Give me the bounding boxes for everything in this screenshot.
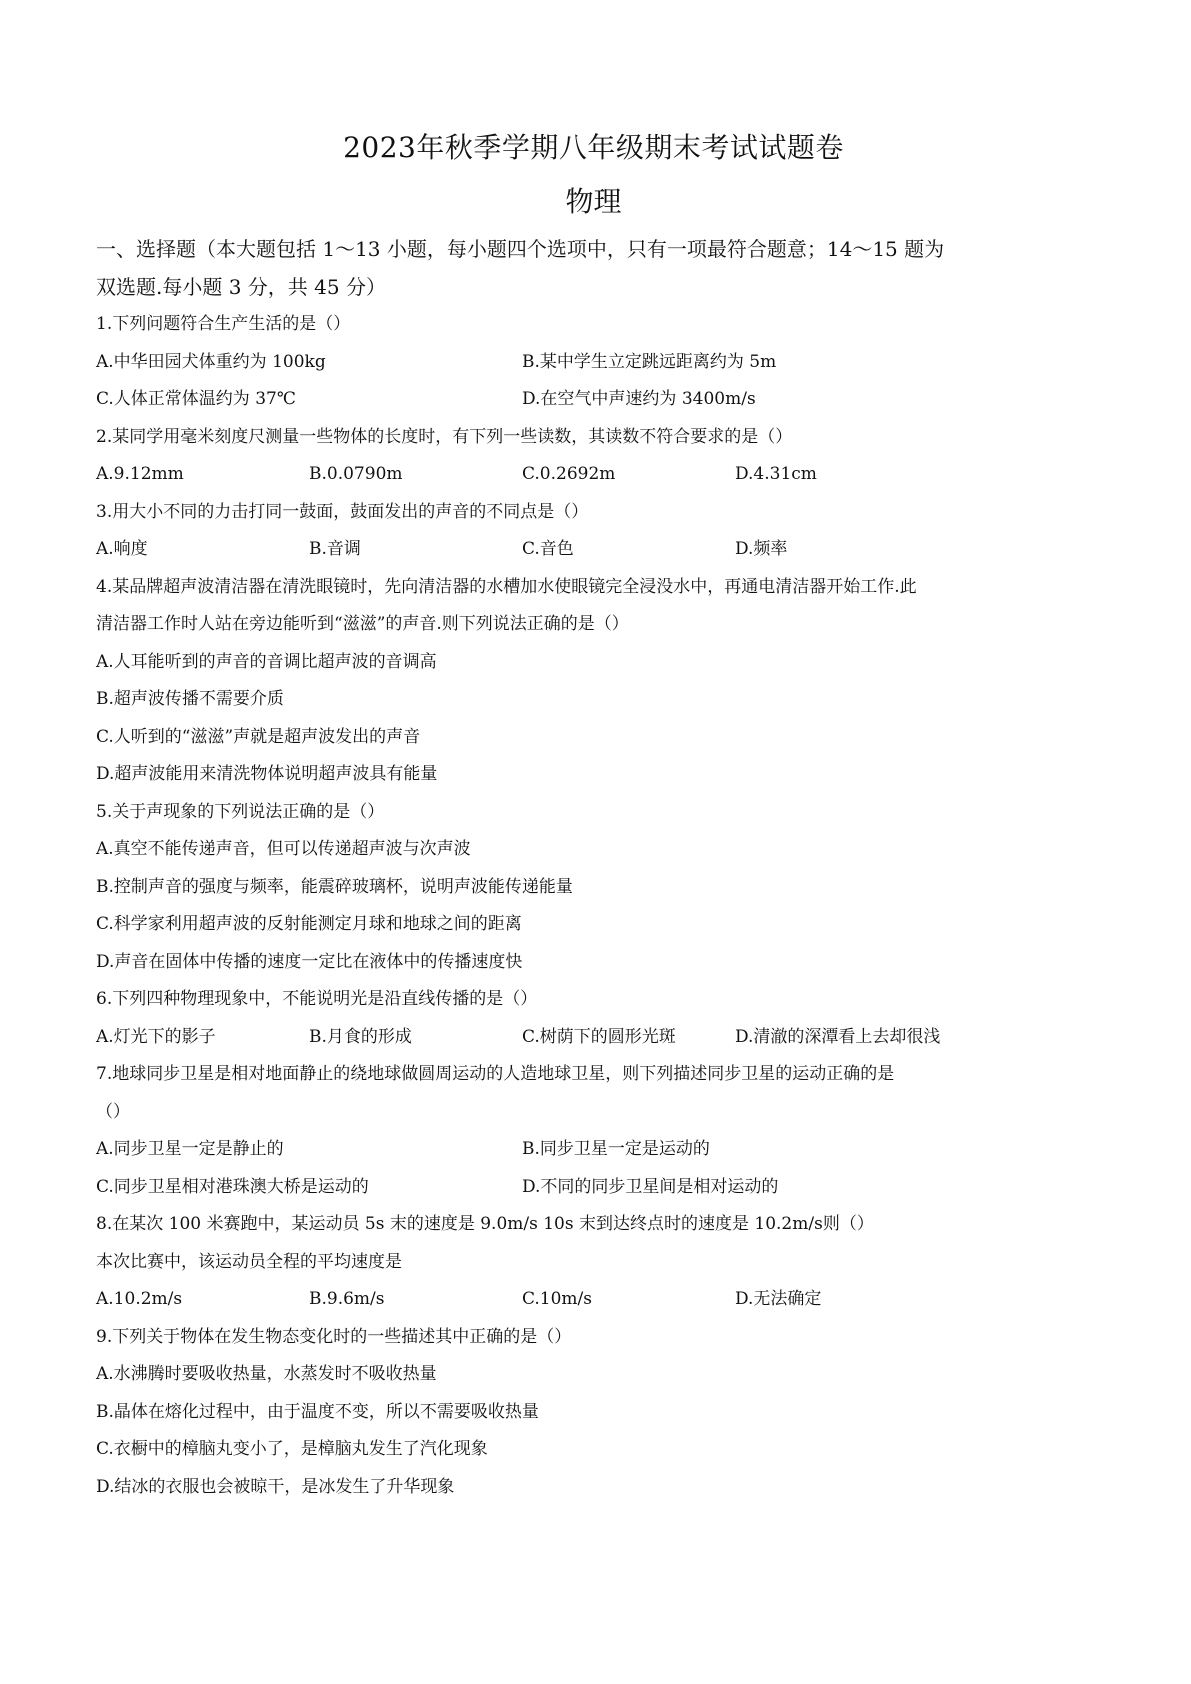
question-4-stem-line-2: 清洁器工作时人站在旁边能听到“滋滋”的声音.则下列说法正确的是（） (96, 614, 629, 634)
question-4-option-d: D.超声波能用来清洗物体说明超声波具有能量 (96, 764, 438, 784)
exam-title: 2023年秋季学期八年级期末考试试题卷 (343, 131, 844, 164)
question-6-options-row (96, 1019, 1091, 1057)
question-3-stem: 3.用大小不同的力击打同一鼓面，鼓面发出的声音的不同点是（） (96, 501, 589, 522)
question-8-options-row (96, 1281, 1091, 1319)
question-6-option-c: C.树荫下的圆形光斑 (522, 1026, 676, 1047)
question-8-option-b: B.9.6m/s (309, 1289, 385, 1309)
question-9-option-b: B.晶体在熔化过程中，由于温度不变，所以不需要吸收热量 (96, 1401, 539, 1422)
question-3-option-d: D.频率 (735, 539, 788, 559)
question-3-options-row (96, 531, 1091, 569)
question-7-options-row-2 (96, 1169, 1091, 1207)
question-1-option-d: D.在空气中声速约为 3400m/s (522, 389, 756, 409)
question-6-option-a: A.灯光下的影子 (96, 1026, 216, 1047)
question-1-options-row-2 (96, 381, 1091, 419)
question-2-stem: 2.某同学用毫米刻度尺测量一些物体的长度时，有下列一些读数，其读数不符合要求的是（） (96, 426, 793, 447)
question-2-option-b: B.0.0790m (309, 464, 403, 484)
question-3-option-a: A.响度 (96, 539, 148, 559)
question-8-option-a: A.10.2m/s (96, 1289, 183, 1309)
question-8-option-c: C.10m/s (522, 1289, 593, 1309)
question-7-stem-line-2: （） (96, 1101, 130, 1122)
question-6-option-d: D.清澈的深潭看上去却很浅 (735, 1026, 941, 1047)
question-3-option-b: B.音调 (309, 539, 361, 559)
question-7-option-d: D.不同的同步卫星间是相对运动的 (522, 1176, 779, 1197)
question-9-stem: 9.下列关于物体在发生物态变化时的一些描述其中正确的是（） (96, 1326, 572, 1347)
question-5-option-a: A.真空不能传递声音，但可以传递超声波与次声波 (96, 839, 471, 859)
question-6-option-b: B.月食的形成 (309, 1026, 412, 1047)
question-7-option-a: A.同步卫星一定是静止的 (96, 1139, 284, 1159)
question-2-option-a: A.9.12mm (96, 464, 184, 484)
question-5-option-b: B.控制声音的强度与频率，能震碎玻璃杯，说明声波能传递能量 (96, 876, 573, 897)
question-7-options-row-1 (96, 1131, 1091, 1169)
question-9-option-a: A.水沸腾时要吸收热量，水蒸发时不吸收热量 (96, 1364, 437, 1384)
question-7-option-b: B.同步卫星一定是运动的 (522, 1139, 710, 1159)
question-4-option-b: B.超声波传播不需要介质 (96, 689, 284, 709)
question-9-option-c: C.衣橱中的樟脑丸变小了，是樟脑丸发生了汽化现象 (96, 1439, 488, 1459)
question-5-option-d: D.声音在固体中传播的速度一定比在液体中的传播速度快 (96, 951, 523, 972)
question-1-options-row-1 (96, 344, 1091, 382)
question-1-option-b: B.某中学生立定跳远距离约为 5m (522, 351, 777, 372)
section-heading-line-2: 双选题.每小题 3 分，共 45 分） (96, 275, 386, 299)
question-5-stem: 5.关于声现象的下列说法正确的是（） (96, 801, 385, 822)
question-1-option-c: C.人体正常体温约为 37℃ (96, 389, 296, 409)
question-4-option-c: C.人听到的“滋滋”声就是超声波发出的声音 (96, 726, 421, 747)
question-8-stem-line-1: 8.在某次 100 米赛跑中，某运动员 5s 末的速度是 9.0m/s 10s 末到达终点时的速度是 10.2m/s则（） (96, 1214, 874, 1234)
question-9-option-d: D.结冰的衣服也会被晾干，是冰发生了升华现象 (96, 1476, 455, 1497)
question-8-option-d: D.无法确定 (735, 1289, 822, 1309)
question-4-stem-line-1: 4.某品牌超声波清洁器在清洗眼镜时，先向清洁器的水槽加水使眼镜完全浸没水中，再通电清洁器开始工作.此 (96, 576, 917, 597)
question-8-stem-line-2: 本次比赛中，该运动员全程的平均速度是 (96, 1251, 402, 1272)
question-4-option-a: A.人耳能听到的声音的音调比超声波的音调高 (96, 651, 437, 672)
question-1-stem: 1.下列问题符合生产生活的是（） (96, 314, 351, 334)
question-2-options-row (96, 456, 1091, 494)
question-6-stem: 6.下列四种物理现象中，不能说明光是沿直线传播的是（） (96, 989, 538, 1009)
question-3-option-c: C.音色 (522, 539, 574, 559)
question-2-option-c: C.0.2692m (522, 464, 616, 484)
section-heading-line-1: 一、选择题（本大题包括 1～13 小题，每小题四个选项中，只有一项最符合题意；14～15 题为 (96, 237, 945, 261)
question-7-option-c: C.同步卫星相对港珠澳大桥是运动的 (96, 1176, 369, 1197)
question-7-stem-line-1: 7.地球同步卫星是相对地面静止的绕地球做圆周运动的人造地球卫星，则下列描述同步卫星的运动正确的是 (96, 1064, 895, 1084)
question-1-option-a: A.中华田园犬体重约为 100kg (96, 351, 326, 372)
question-2-option-d: D.4.31cm (735, 464, 817, 484)
exam-subject: 物理 (565, 185, 622, 218)
question-5-option-c: C.科学家利用超声波的反射能测定月球和地球之间的距离 (96, 914, 522, 934)
